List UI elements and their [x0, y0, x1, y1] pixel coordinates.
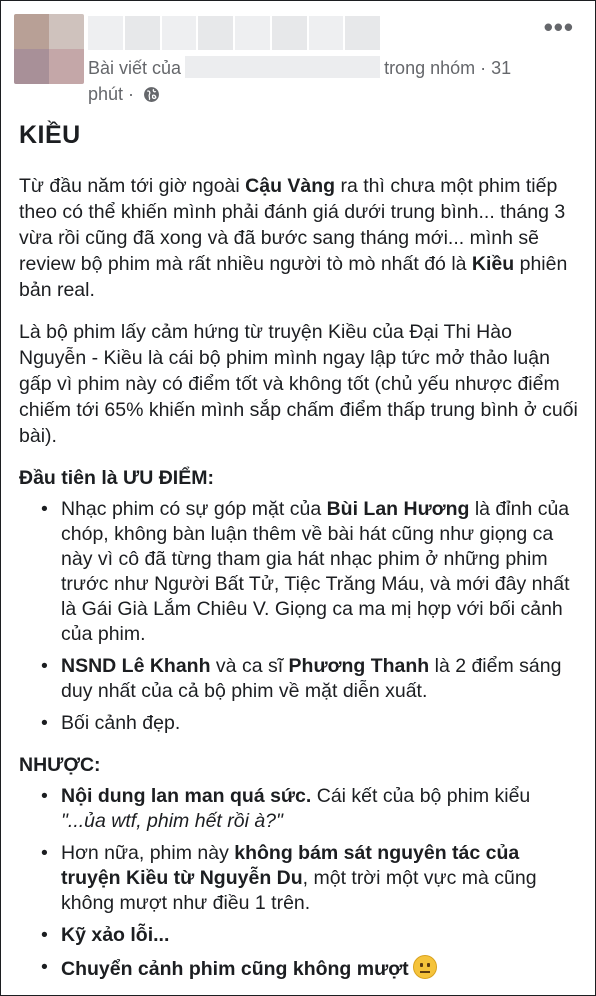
post-time[interactable]: phút · [88, 84, 135, 104]
list-item: • Chuyển cảnh phim cũng không mượt [19, 955, 579, 982]
pros-list [19, 497, 579, 736]
neutral-face-emoji-icon [413, 955, 437, 979]
avatar[interactable] [14, 14, 84, 84]
list-item: • Hơn nữa, phim này không bám sát nguyên tác của truyện Kiều từ Nguyễn Du, một trời một vực mà cũng không mượt như điều 1 trên. [41, 842, 537, 914]
cons-list [19, 784, 579, 982]
list-item: • Nội dung lan man quá sức. Cái kết của bộ phim kiểu "...ủa wtf, phim hết rồi à?" [41, 785, 531, 832]
meta-suffix: trong nhóm · 31 [384, 58, 512, 78]
list-item: • Nhạc phim có sự góp mặt của Bùi Lan Hương là đỉnh của chóp, không bàn luận thêm về bài hát cũng như giọng ca này vì cô đã từng tham gia hát nhạc phim ở những phim trước như Người Bất Tử, Tiệc Trăng Máu, và mới đây nhất là Gái Già Lắm Chiêu V. Giọng ca ma mị hợp với bối cảnh của phim. [41, 498, 570, 645]
list-item: • Bối cảnh đẹp. [41, 712, 181, 734]
pros-heading: Đầu tiên là ƯU ĐIỂM: [19, 467, 214, 489]
more-options-icon[interactable]: ••• [543, 12, 574, 42]
globe-icon [143, 86, 160, 103]
list-item: • Kỹ xảo lỗi... [41, 924, 170, 946]
post-header [0, 0, 596, 110]
post-title: KIỀU [19, 121, 81, 149]
list-item: • NSND Lê Khanh và ca sĩ Phương Thanh là 2 điểm sáng duy nhất của cả bộ phim về mặt diễn xuất. [41, 655, 562, 702]
post-content [19, 118, 579, 990]
group-name-redacted[interactable] [185, 56, 380, 78]
post-meta [88, 55, 548, 107]
author-name-redacted[interactable] [88, 16, 380, 50]
paragraph-context: Là bộ phim lấy cảm hứng từ truyện Kiều của Đại Thi Hào Nguyễn - Kiều là cái bộ phim mình ngay lập tức mở thảo luận gấp vì phim này có điểm tốt và không tốt (chủ yếu nhược điểm chiếm tới 65% khiến mình sắp chấm điểm thấp trung bình ở cuối bài). [19, 321, 578, 447]
paragraph-intro: Từ đầu năm tới giờ ngoài Cậu Vàng ra thì chưa một phim tiếp theo có thể khiến mình phải đánh giá dưới trung bình... tháng 3 vừa rồi cũng đã xong và đã bước sang tháng mới... mình sẽ review bộ phim mà rất nhiều người tò mò nhất đó là Kiều phiên bản real. [19, 175, 568, 301]
cons-heading: NHƯỢC: [19, 754, 101, 776]
meta-prefix: Bài viết của [88, 58, 182, 78]
